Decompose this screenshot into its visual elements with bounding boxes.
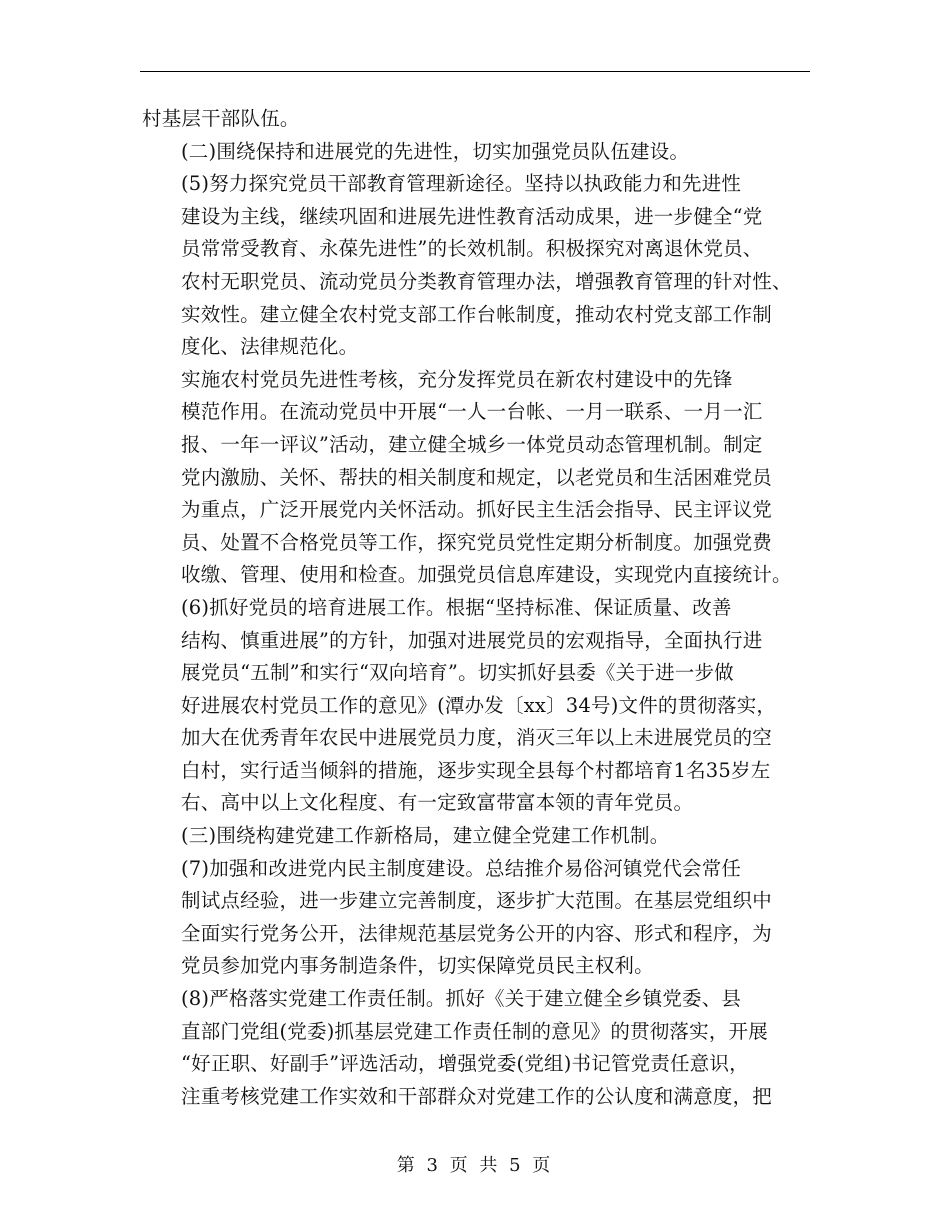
paragraph — [142, 364, 810, 592]
text-line: 结构、慎重进展”的方针，加强对进展党员的宏观指导，全面执行进 — [181, 628, 763, 652]
text-line: 党内激励、关怀、帮扶的相关制度和规定，以老党员和生活困难党员 — [181, 465, 773, 489]
paragraph — [142, 168, 810, 364]
body-text — [142, 103, 810, 1113]
text-line: (7)加强和改进党内民主制度建设。总结推介易俗河镇党代会常任 — [181, 856, 742, 880]
text-line: 度化、法律规范化。 — [181, 335, 359, 359]
text-line: 收缴、管理、使用和检查。加强党员信息库建设，实现党内直接统计。 — [181, 563, 792, 587]
text-line: (8)严格落实党建工作责任制。抓好《关于建立健全乡镇党委、县 — [181, 987, 742, 1011]
page-number-footer: 第 3 页 共 5 页 — [396, 1155, 554, 1176]
text-line: (6)抓好党员的培育进展工作。根据“坚持标准、保证质量、改善 — [181, 595, 732, 619]
text-line: 党员参加党内事务制造条件，切实保障党员民主权利。 — [181, 954, 654, 978]
paragraph — [142, 103, 810, 136]
text-line: 模范作用。在流动党员中开展“一人一台帐、一月一联系、一月一汇 — [181, 400, 763, 424]
text-line: 报、一年一评议”活动，建立健全城乡一体党员动态管理机制。制定 — [181, 432, 763, 456]
paragraph — [142, 983, 810, 1113]
text-line: (三)围绕构建党建工作新格局，建立健全党建工作机制。 — [181, 824, 670, 848]
paragraph — [142, 820, 810, 853]
text-line: 全面实行党务公开，法律规范基层党务公开的内容、形式和程序，为 — [181, 921, 773, 945]
text-line: 为重点，广泛开展党内关怀活动。抓好民主生活会指导、民主评议党 — [181, 498, 773, 522]
text-line: 加大在优秀青年农民中进展党员力度，消灭三年以上未进展党员的空 — [181, 726, 773, 750]
paragraph — [142, 853, 810, 983]
text-line: 建设为主线，继续巩固和进展先进性教育活动成果，进一步健全“党 — [181, 204, 763, 228]
text-line: 员、处置不合格党员等工作，探究党员党性定期分析制度。加强党费 — [181, 530, 773, 554]
text-line: (5)努力探究党员干部教育管理新途径。坚持以执政能力和先进性 — [181, 172, 742, 196]
text-line: 直部门党组(党委)抓基层党建工作责任制的意见》的贯彻落实，开展 — [181, 1019, 768, 1043]
text-line: “好正职、好副手”评选活动，增强党委(党组)书记管党责任意识， — [181, 1052, 749, 1076]
text-line: 好进展农村党员工作的意见》(潭办发〔xx〕34号)文件的贯彻落实， — [181, 693, 777, 717]
text-line: (二)围绕保持和进展党的先进性，切实加强党员队伍建设。 — [181, 139, 690, 163]
text-line: 员常常受教育、永葆先进性”的长效机制。积极探究对离退休党员、 — [181, 237, 763, 261]
text-line: 实效性。建立健全农村党支部工作台帐制度，推动农村党支部工作制 — [181, 302, 773, 326]
text-line: 实施农村党员先进性考核，充分发挥党员在新农村建设中的先锋 — [181, 367, 733, 391]
text-line: 白村，实行适当倾斜的措施，逐步实现全县每个村都培育1名35岁左 — [181, 758, 771, 782]
text-line: 村基层干部队伍。 — [142, 107, 300, 130]
text-line: 展党员“五制”和实行“双向培育”。切实抓好县委《关于进一步做 — [181, 661, 734, 685]
text-line: 右、高中以上文化程度、有一定致富带富本领的青年党员。 — [181, 791, 694, 815]
text-line: 农村无职党员、流动党员分类教育管理办法，增强教育管理的针对性、 — [181, 269, 792, 293]
header-rule — [140, 71, 810, 72]
paragraph — [142, 136, 810, 169]
text-line: 注重考核党建工作实效和干部群众对党建工作的公认度和满意度，把 — [181, 1084, 773, 1108]
text-line: 制试点经验，进一步建立完善制度，逐步扩大范围。在基层党组织中 — [181, 889, 773, 913]
paragraph — [142, 592, 810, 820]
